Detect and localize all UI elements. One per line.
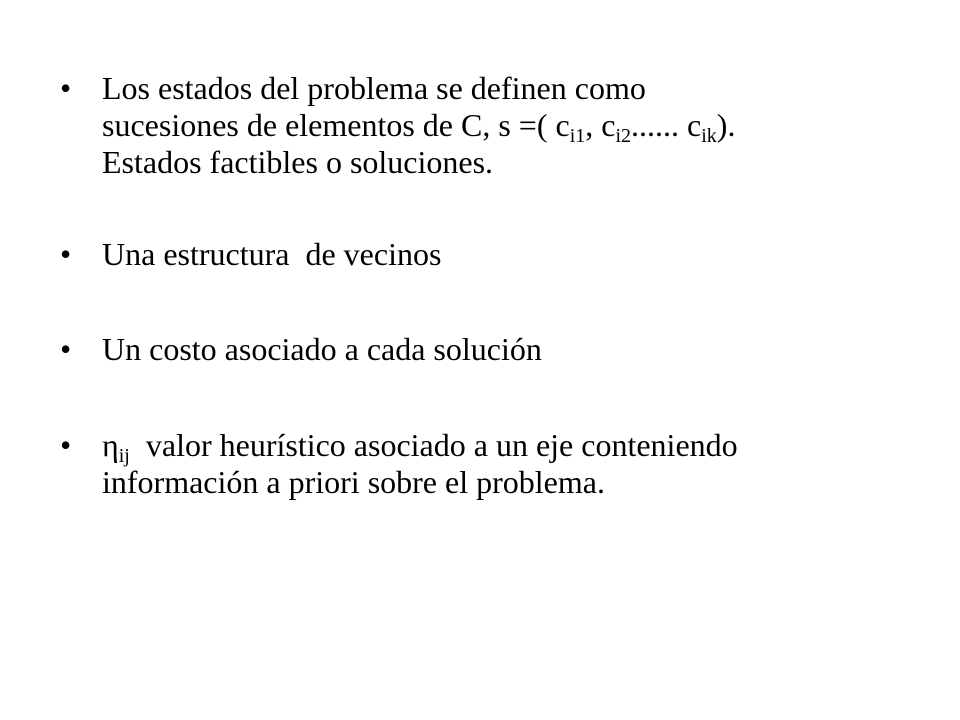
bullet-text-line: información a priori sobre el problema. xyxy=(102,464,605,500)
subscript: i2 xyxy=(615,125,632,147)
bullet-item-vecinos xyxy=(60,236,940,273)
bullet-text-line xyxy=(102,427,940,467)
bullet-list xyxy=(60,70,940,501)
bullet-icon: • xyxy=(60,427,72,463)
bullet-text-line: Estados factibles o soluciones. xyxy=(102,144,494,180)
bullet-text-line: Un costo asociado a cada solución xyxy=(102,331,542,367)
bullet-text-line: Una estructura de vecinos xyxy=(102,236,442,272)
text-segment: valor heurístico asociado a un eje conteniendo xyxy=(129,427,738,463)
subscript: ij xyxy=(118,445,130,467)
bullet-item-costo xyxy=(60,331,940,368)
subscript: ik xyxy=(701,125,717,147)
bullet-text-line xyxy=(102,107,940,147)
bullet-text-line: Los estados del problema se definen como xyxy=(102,70,646,106)
text-segment: sucesiones de elementos de C, s =( c xyxy=(102,107,570,143)
bullet-icon: • xyxy=(60,331,72,367)
bullet-item-estados xyxy=(60,70,940,181)
bullet-item-heuristico xyxy=(60,427,940,501)
bullet-icon: • xyxy=(60,236,72,272)
text-segment: , c xyxy=(585,107,616,143)
bullet-icon: • xyxy=(60,70,72,106)
text-segment: ). xyxy=(716,107,736,143)
text-segment: ...... c xyxy=(631,107,702,143)
subscript: i1 xyxy=(569,125,586,147)
eta-symbol: η xyxy=(102,427,119,463)
